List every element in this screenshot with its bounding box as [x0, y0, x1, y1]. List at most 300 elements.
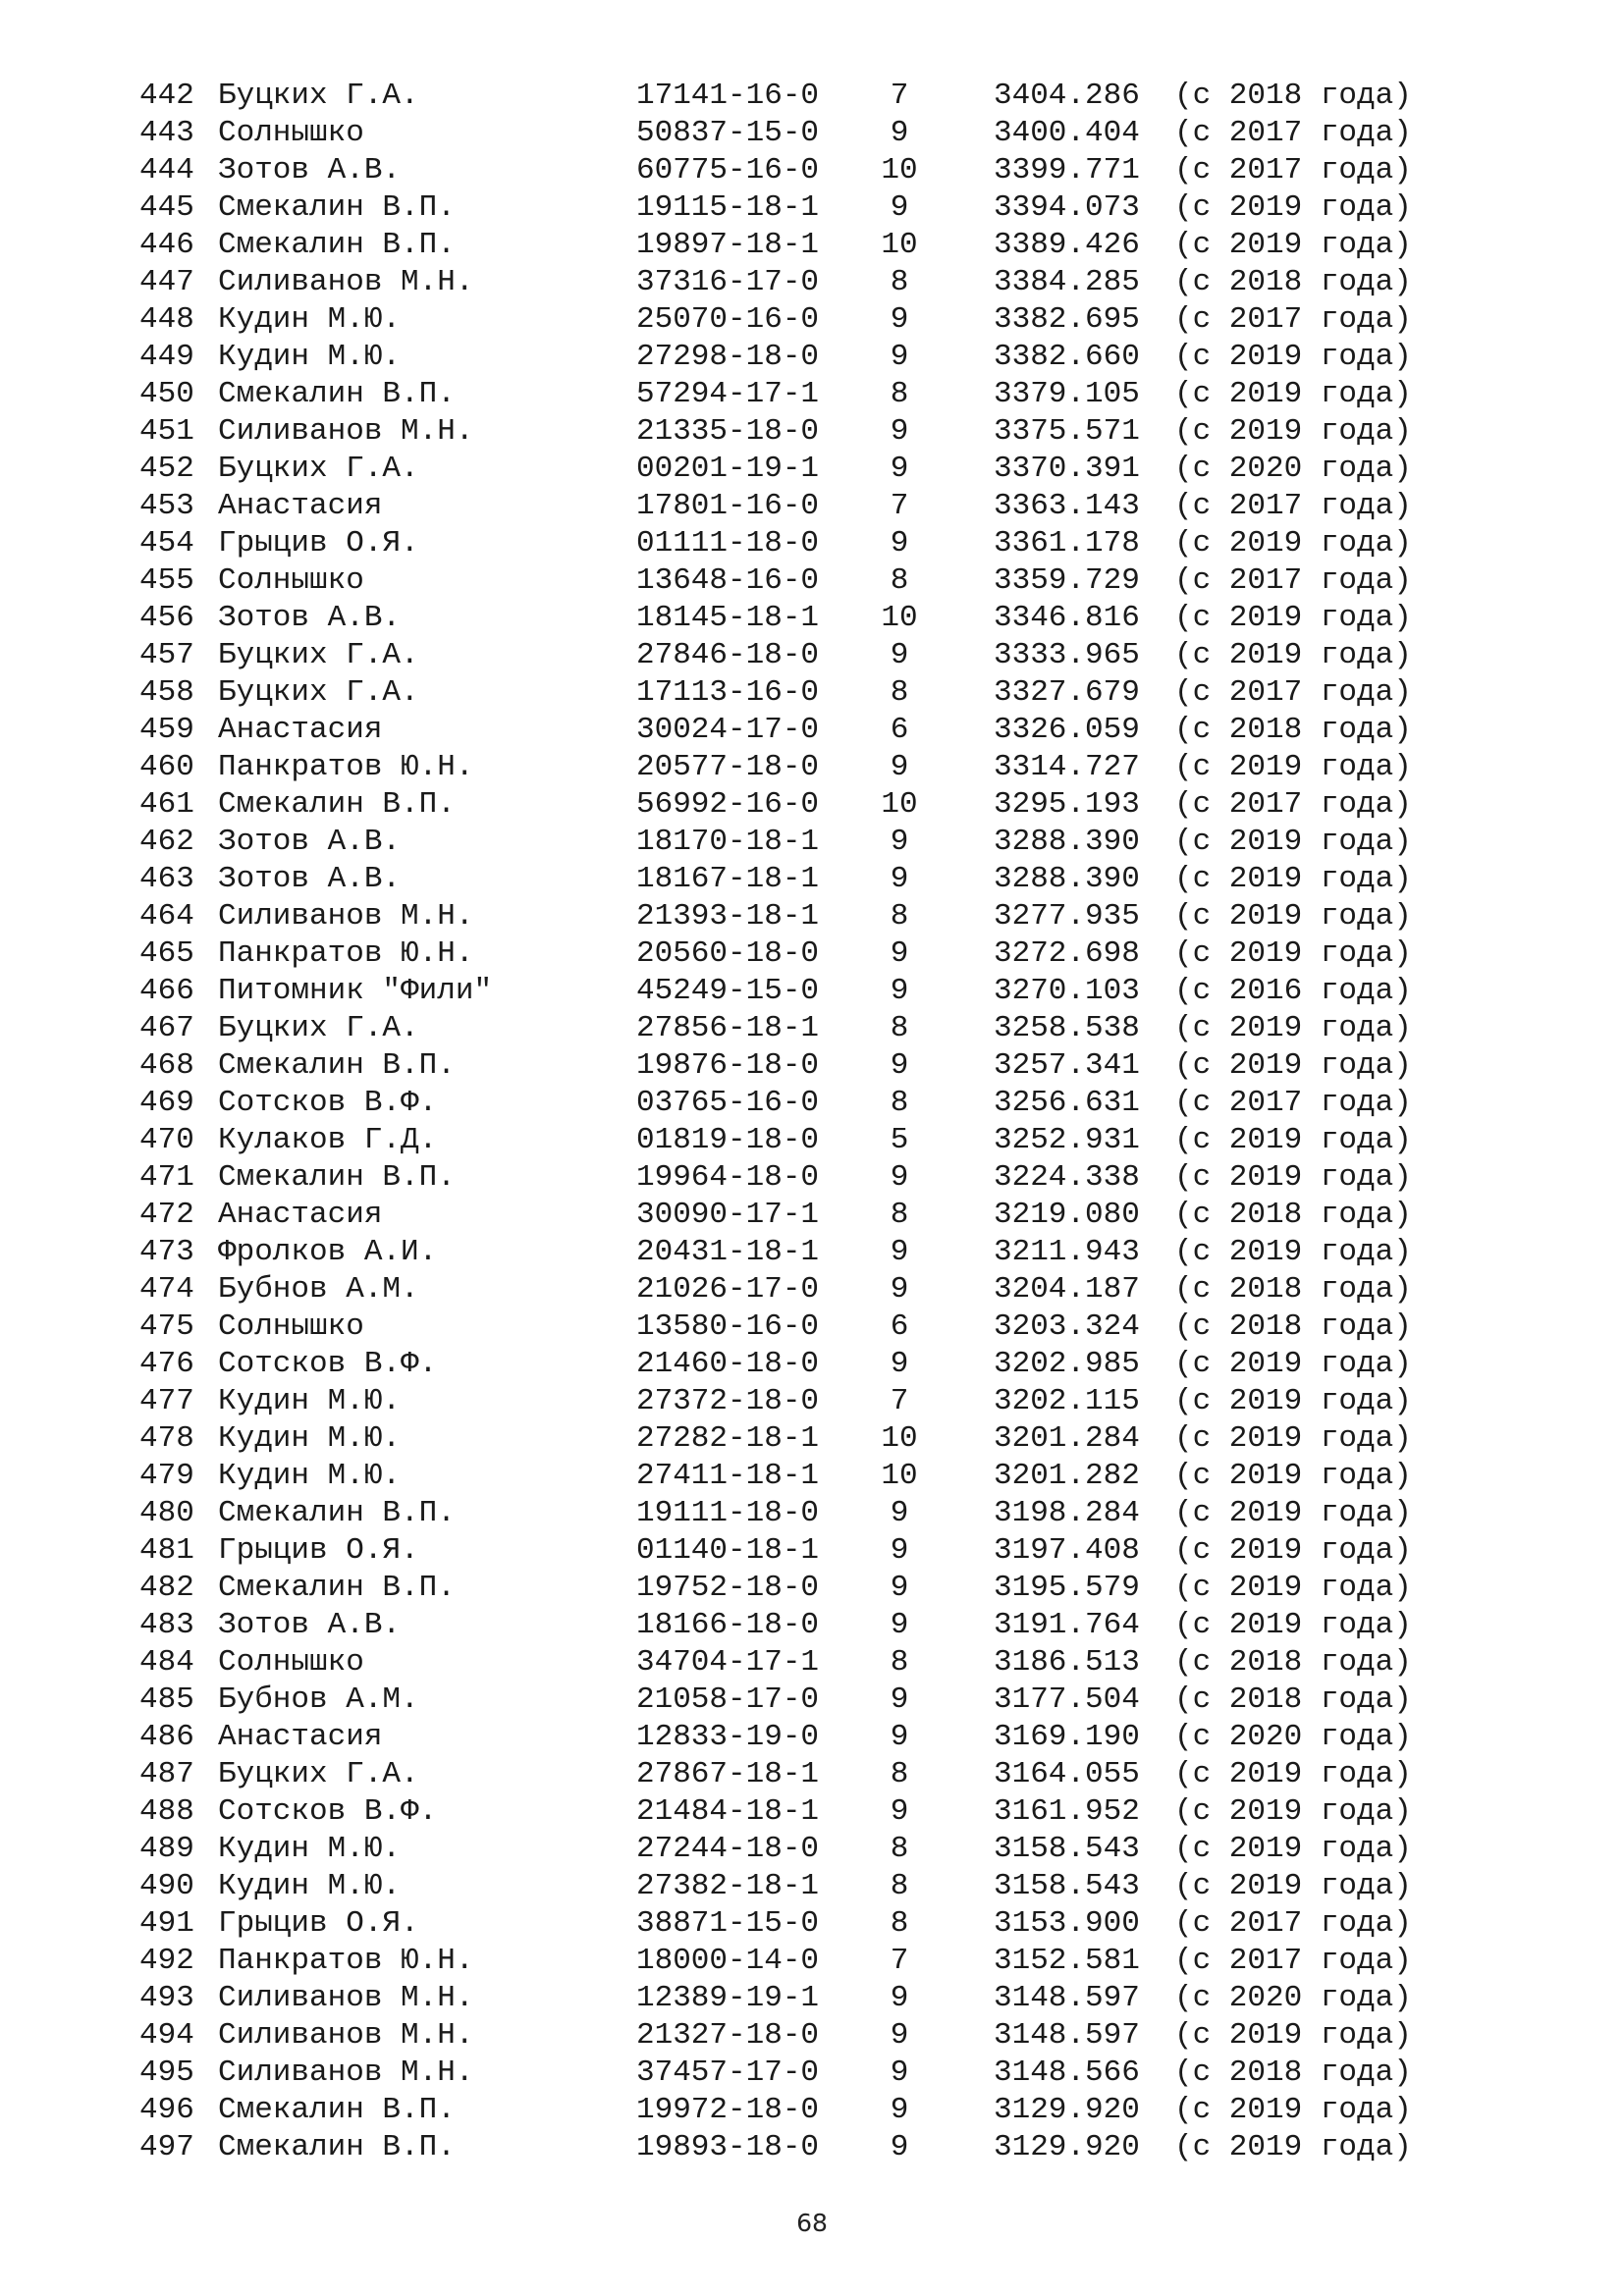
row-number: 454	[139, 526, 194, 561]
list-item	[0, 488, 1624, 525]
rating-value: 3333.965	[994, 638, 1140, 672]
row-number: 478	[139, 1421, 194, 1456]
score: 9	[890, 116, 909, 150]
registration-id: 17801-16-0	[636, 489, 820, 523]
rating-value: 3164.055	[994, 1757, 1140, 1791]
registration-id: 37316-17-0	[636, 265, 820, 299]
list-item	[0, 1570, 1624, 1607]
registration-id: 21393-18-1	[636, 899, 820, 934]
owner-name: Анастасия	[218, 713, 383, 747]
rating-value: 3198.284	[994, 1496, 1140, 1530]
registration-id: 18166-18-0	[636, 1608, 820, 1642]
row-number: 446	[139, 228, 194, 262]
ranking-list	[0, 78, 1624, 2166]
list-item	[0, 1197, 1624, 1234]
rating-value: 3257.341	[994, 1048, 1140, 1083]
list-item	[0, 525, 1624, 562]
row-number: 449	[139, 340, 194, 374]
score: 7	[890, 489, 909, 523]
list-item	[0, 115, 1624, 152]
row-number: 481	[139, 1533, 194, 1568]
list-item	[0, 973, 1624, 1010]
rating-value: 3327.679	[994, 675, 1140, 710]
owner-name: Смекалин В.П.	[218, 787, 456, 822]
owner-name: Бубнов А.М.	[218, 1682, 419, 1717]
row-number: 486	[139, 1720, 194, 1754]
list-item	[0, 1905, 1624, 1943]
since-year: (с 2018 года)	[1174, 1682, 1412, 1717]
registration-id: 27382-18-1	[636, 1869, 820, 1903]
since-year: (с 2017 года)	[1174, 153, 1412, 187]
rating-value: 3219.080	[994, 1198, 1140, 1232]
rating-value: 3211.943	[994, 1235, 1140, 1269]
score: 9	[890, 750, 909, 784]
rating-value: 3363.143	[994, 489, 1140, 523]
list-item	[0, 1308, 1624, 1346]
row-number: 480	[139, 1496, 194, 1530]
score: 9	[890, 1160, 909, 1195]
registration-id: 21058-17-0	[636, 1682, 820, 1717]
owner-name: Зотов А.В.	[218, 1608, 402, 1642]
registration-id: 18170-18-1	[636, 825, 820, 859]
rating-value: 3379.105	[994, 377, 1140, 411]
owner-name: Кудин М.Ю.	[218, 1459, 402, 1493]
since-year: (с 2019 года)	[1174, 1757, 1412, 1791]
list-item	[0, 1010, 1624, 1047]
owner-name: Солнышко	[218, 116, 364, 150]
rating-value: 3153.900	[994, 1906, 1140, 1941]
registration-id: 27867-18-1	[636, 1757, 820, 1791]
row-number: 496	[139, 2093, 194, 2127]
registration-id: 19972-18-0	[636, 2093, 820, 2127]
rating-value: 3202.985	[994, 1347, 1140, 1381]
since-year: (с 2017 года)	[1174, 302, 1412, 337]
registration-id: 01111-18-0	[636, 526, 820, 561]
registration-id: 01140-18-1	[636, 1533, 820, 1568]
row-number: 488	[139, 1794, 194, 1829]
page-number: 68	[796, 2209, 828, 2237]
score: 8	[890, 1086, 909, 1120]
rating-value: 3399.771	[994, 153, 1140, 187]
row-number: 472	[139, 1198, 194, 1232]
rating-value: 3394.073	[994, 190, 1140, 225]
row-number: 487	[139, 1757, 194, 1791]
owner-name: Панкратов Ю.Н.	[218, 936, 474, 971]
registration-id: 03765-16-0	[636, 1086, 820, 1120]
list-item	[0, 898, 1624, 935]
since-year: (с 2019 года)	[1174, 1794, 1412, 1829]
score: 10	[881, 1421, 918, 1456]
score: 8	[890, 1011, 909, 1045]
owner-name: Анастасия	[218, 489, 383, 523]
score: 9	[890, 1981, 909, 2015]
rating-value: 3400.404	[994, 116, 1140, 150]
list-item	[0, 824, 1624, 861]
row-number: 455	[139, 563, 194, 598]
list-item	[0, 1831, 1624, 1868]
score: 9	[890, 2093, 909, 2127]
row-number: 442	[139, 79, 194, 113]
since-year: (с 2019 года)	[1174, 601, 1412, 635]
owner-name: Кудин М.Ю.	[218, 1421, 402, 1456]
registration-id: 19752-18-0	[636, 1571, 820, 1605]
score: 9	[890, 1794, 909, 1829]
owner-name: Анастасия	[218, 1198, 383, 1232]
list-item	[0, 562, 1624, 600]
rating-value: 3169.190	[994, 1720, 1140, 1754]
row-number: 474	[139, 1272, 194, 1307]
row-number: 463	[139, 862, 194, 896]
rating-value: 3148.597	[994, 1981, 1140, 2015]
score: 7	[890, 1384, 909, 1418]
row-number: 462	[139, 825, 194, 859]
since-year: (с 2018 года)	[1174, 1272, 1412, 1307]
list-item	[0, 2055, 1624, 2092]
list-item	[0, 1122, 1624, 1159]
list-item	[0, 2017, 1624, 2055]
row-number: 490	[139, 1869, 194, 1903]
owner-name: Солнышко	[218, 563, 364, 598]
score: 8	[890, 1832, 909, 1866]
row-number: 453	[139, 489, 194, 523]
rating-value: 3370.391	[994, 452, 1140, 486]
score: 9	[890, 2018, 909, 2053]
registration-id: 21460-18-0	[636, 1347, 820, 1381]
row-number: 497	[139, 2130, 194, 2164]
registration-id: 13648-16-0	[636, 563, 820, 598]
score: 8	[890, 265, 909, 299]
registration-id: 21484-18-1	[636, 1794, 820, 1829]
rating-value: 3204.187	[994, 1272, 1140, 1307]
since-year: (с 2019 года)	[1174, 899, 1412, 934]
row-number: 467	[139, 1011, 194, 1045]
since-year: (с 2017 года)	[1174, 1086, 1412, 1120]
row-number: 491	[139, 1906, 194, 1941]
list-item	[0, 1383, 1624, 1420]
score: 9	[890, 302, 909, 337]
score: 9	[890, 1533, 909, 1568]
list-item	[0, 2092, 1624, 2129]
owner-name: Буцких Г.А.	[218, 79, 419, 113]
list-item	[0, 749, 1624, 786]
owner-name: Смекалин В.П.	[218, 1571, 456, 1605]
score: 9	[890, 862, 909, 896]
rating-value: 3288.390	[994, 862, 1140, 896]
registration-id: 27411-18-1	[636, 1459, 820, 1493]
since-year: (с 2019 года)	[1174, 936, 1412, 971]
row-number: 443	[139, 116, 194, 150]
rating-value: 3202.115	[994, 1384, 1140, 1418]
score: 8	[890, 563, 909, 598]
rating-value: 3203.324	[994, 1309, 1140, 1344]
since-year: (с 2019 года)	[1174, 2130, 1412, 2164]
list-item	[0, 1980, 1624, 2017]
rating-value: 3384.285	[994, 265, 1140, 299]
score: 8	[890, 1757, 909, 1791]
list-item	[0, 1047, 1624, 1085]
owner-name: Силиванов М.Н.	[218, 899, 474, 934]
owner-name: Силиванов М.Н.	[218, 414, 474, 449]
registration-id: 17141-16-0	[636, 79, 820, 113]
owner-name: Смекалин В.П.	[218, 377, 456, 411]
rating-value: 3270.103	[994, 974, 1140, 1008]
rating-value: 3186.513	[994, 1645, 1140, 1680]
since-year: (с 2017 года)	[1174, 489, 1412, 523]
since-year: (с 2019 года)	[1174, 377, 1412, 411]
owner-name: Силиванов М.Н.	[218, 2018, 474, 2053]
score: 10	[881, 787, 918, 822]
row-number: 444	[139, 153, 194, 187]
since-year: (с 2020 года)	[1174, 452, 1412, 486]
registration-id: 56992-16-0	[636, 787, 820, 822]
owner-name: Смекалин В.П.	[218, 1496, 456, 1530]
registration-id: 38871-15-0	[636, 1906, 820, 1941]
owner-name: Смекалин В.П.	[218, 2130, 456, 2164]
rating-value: 3382.660	[994, 340, 1140, 374]
rating-value: 3272.698	[994, 936, 1140, 971]
registration-id: 18167-18-1	[636, 862, 820, 896]
since-year: (с 2016 года)	[1174, 974, 1412, 1008]
rating-value: 3201.284	[994, 1421, 1140, 1456]
owner-name: Кудин М.Ю.	[218, 302, 402, 337]
list-item	[0, 600, 1624, 637]
registration-id: 25070-16-0	[636, 302, 820, 337]
list-item	[0, 786, 1624, 824]
score: 9	[890, 340, 909, 374]
row-number: 456	[139, 601, 194, 635]
score: 5	[890, 1123, 909, 1157]
score: 9	[890, 936, 909, 971]
list-item	[0, 1532, 1624, 1570]
list-item	[0, 1607, 1624, 1644]
registration-id: 37457-17-0	[636, 2056, 820, 2090]
list-item	[0, 1458, 1624, 1495]
rating-value: 3177.504	[994, 1682, 1140, 1717]
registration-id: 30090-17-1	[636, 1198, 820, 1232]
score: 9	[890, 1496, 909, 1530]
list-item	[0, 1868, 1624, 1905]
row-number: 489	[139, 1832, 194, 1866]
registration-id: 27298-18-0	[636, 340, 820, 374]
since-year: (с 2019 года)	[1174, 862, 1412, 896]
since-year: (с 2018 года)	[1174, 2056, 1412, 2090]
owner-name: Смекалин В.П.	[218, 228, 456, 262]
registration-id: 19111-18-0	[636, 1496, 820, 1530]
row-number: 458	[139, 675, 194, 710]
score: 9	[890, 1682, 909, 1717]
list-item	[0, 376, 1624, 413]
registration-id: 19897-18-1	[636, 228, 820, 262]
score: 9	[890, 526, 909, 561]
since-year: (с 2019 года)	[1174, 1235, 1412, 1269]
list-item	[0, 152, 1624, 189]
rating-value: 3256.631	[994, 1086, 1140, 1120]
rating-value: 3148.566	[994, 2056, 1140, 2090]
owner-name: Зотов А.В.	[218, 153, 402, 187]
list-item	[0, 712, 1624, 749]
owner-name: Панкратов Ю.Н.	[218, 750, 474, 784]
registration-id: 17113-16-0	[636, 675, 820, 710]
row-number: 468	[139, 1048, 194, 1083]
owner-name: Кудин М.Ю.	[218, 1869, 402, 1903]
since-year: (с 2018 года)	[1174, 713, 1412, 747]
registration-id: 20560-18-0	[636, 936, 820, 971]
owner-name: Анастасия	[218, 1720, 383, 1754]
since-year: (с 2018 года)	[1174, 265, 1412, 299]
owner-name: Солнышко	[218, 1645, 364, 1680]
row-number: 457	[139, 638, 194, 672]
registration-id: 45249-15-0	[636, 974, 820, 1008]
registration-id: 01819-18-0	[636, 1123, 820, 1157]
list-item	[0, 264, 1624, 301]
registration-id: 27244-18-0	[636, 1832, 820, 1866]
row-number: 466	[139, 974, 194, 1008]
owner-name: Смекалин В.П.	[218, 1160, 456, 1195]
row-number: 470	[139, 1123, 194, 1157]
since-year: (с 2017 года)	[1174, 1944, 1412, 1978]
owner-name: Панкратов Ю.Н.	[218, 1944, 474, 1978]
rating-value: 3152.581	[994, 1944, 1140, 1978]
since-year: (с 2019 года)	[1174, 1608, 1412, 1642]
since-year: (с 2019 года)	[1174, 2093, 1412, 2127]
list-item	[0, 935, 1624, 973]
registration-id: 57294-17-1	[636, 377, 820, 411]
score: 9	[890, 414, 909, 449]
owner-name: Кудин М.Ю.	[218, 1832, 402, 1866]
registration-id: 27856-18-1	[636, 1011, 820, 1045]
row-number: 485	[139, 1682, 194, 1717]
owner-name: Сотсков В.Ф.	[218, 1347, 438, 1381]
registration-id: 00201-19-1	[636, 452, 820, 486]
list-item	[0, 227, 1624, 264]
row-number: 450	[139, 377, 194, 411]
score: 8	[890, 1198, 909, 1232]
owner-name: Буцких Г.А.	[218, 1757, 419, 1791]
list-item	[0, 1159, 1624, 1197]
rating-value: 3158.543	[994, 1869, 1140, 1903]
since-year: (с 2019 года)	[1174, 1496, 1412, 1530]
row-number: 445	[139, 190, 194, 225]
score: 8	[890, 1906, 909, 1941]
rating-value: 3375.571	[994, 414, 1140, 449]
owner-name: Силиванов М.Н.	[218, 265, 474, 299]
owner-name: Солнышко	[218, 1309, 364, 1344]
owner-name: Силиванов М.Н.	[218, 2056, 474, 2090]
score: 9	[890, 825, 909, 859]
since-year: (с 2019 года)	[1174, 1571, 1412, 1605]
owner-name: Кулаков Г.Д.	[218, 1123, 438, 1157]
since-year: (с 2018 года)	[1174, 79, 1412, 113]
rating-value: 3326.059	[994, 713, 1140, 747]
registration-id: 19115-18-1	[636, 190, 820, 225]
since-year: (с 2019 года)	[1174, 825, 1412, 859]
list-item	[0, 1793, 1624, 1831]
row-number: 447	[139, 265, 194, 299]
since-year: (с 2019 года)	[1174, 1048, 1412, 1083]
row-number: 473	[139, 1235, 194, 1269]
owner-name: Смекалин В.П.	[218, 190, 456, 225]
row-number: 476	[139, 1347, 194, 1381]
registration-id: 27372-18-0	[636, 1384, 820, 1418]
row-number: 451	[139, 414, 194, 449]
registration-id: 30024-17-0	[636, 713, 820, 747]
registration-id: 19964-18-0	[636, 1160, 820, 1195]
registration-id: 18000-14-0	[636, 1944, 820, 1978]
score: 9	[890, 452, 909, 486]
rating-value: 3161.952	[994, 1794, 1140, 1829]
owner-name: Смекалин В.П.	[218, 1048, 456, 1083]
since-year: (с 2017 года)	[1174, 675, 1412, 710]
since-year: (с 2019 года)	[1174, 750, 1412, 784]
registration-id: 18145-18-1	[636, 601, 820, 635]
owner-name: Зотов А.В.	[218, 601, 402, 635]
since-year: (с 2019 года)	[1174, 1421, 1412, 1456]
score: 9	[890, 1720, 909, 1754]
registration-id: 21335-18-0	[636, 414, 820, 449]
rating-value: 3382.695	[994, 302, 1140, 337]
row-number: 461	[139, 787, 194, 822]
rating-value: 3258.538	[994, 1011, 1140, 1045]
list-item	[0, 413, 1624, 451]
list-item	[0, 1346, 1624, 1383]
owner-name: Буцких Г.А.	[218, 638, 419, 672]
list-item	[0, 861, 1624, 898]
owner-name: Буцких Г.А.	[218, 675, 419, 710]
list-item	[0, 1271, 1624, 1308]
row-number: 452	[139, 452, 194, 486]
rating-value: 3191.764	[994, 1608, 1140, 1642]
score: 8	[890, 1869, 909, 1903]
owner-name: Кудин М.Ю.	[218, 340, 402, 374]
row-number: 482	[139, 1571, 194, 1605]
since-year: (с 2019 года)	[1174, 638, 1412, 672]
row-number: 483	[139, 1608, 194, 1642]
list-item	[0, 1943, 1624, 1980]
since-year: (с 2020 года)	[1174, 1720, 1412, 1754]
since-year: (с 2017 года)	[1174, 1906, 1412, 1941]
owner-name: Питомник "Фили"	[218, 974, 493, 1008]
row-number: 460	[139, 750, 194, 784]
owner-name: Буцких Г.А.	[218, 452, 419, 486]
list-item	[0, 1682, 1624, 1719]
since-year: (с 2019 года)	[1174, 190, 1412, 225]
rating-value: 3389.426	[994, 228, 1140, 262]
score: 6	[890, 1309, 909, 1344]
row-number: 448	[139, 302, 194, 337]
registration-id: 20431-18-1	[636, 1235, 820, 1269]
row-number: 459	[139, 713, 194, 747]
registration-id: 60775-16-0	[636, 153, 820, 187]
score: 9	[890, 638, 909, 672]
owner-name: Фролков А.И.	[218, 1235, 438, 1269]
owner-name: Грыцив О.Я.	[218, 526, 419, 561]
score: 9	[890, 1571, 909, 1605]
row-number: 469	[139, 1086, 194, 1120]
score: 8	[890, 377, 909, 411]
owner-name: Кудин М.Ю.	[218, 1384, 402, 1418]
row-number: 494	[139, 2018, 194, 2053]
rating-value: 3129.920	[994, 2093, 1140, 2127]
rating-value: 3314.727	[994, 750, 1140, 784]
score: 10	[881, 601, 918, 635]
list-item	[0, 189, 1624, 227]
registration-id: 20577-18-0	[636, 750, 820, 784]
row-number: 479	[139, 1459, 194, 1493]
score: 9	[890, 2130, 909, 2164]
owner-name: Грыцив О.Я.	[218, 1906, 419, 1941]
list-item	[0, 1495, 1624, 1532]
since-year: (с 2019 года)	[1174, 1011, 1412, 1045]
